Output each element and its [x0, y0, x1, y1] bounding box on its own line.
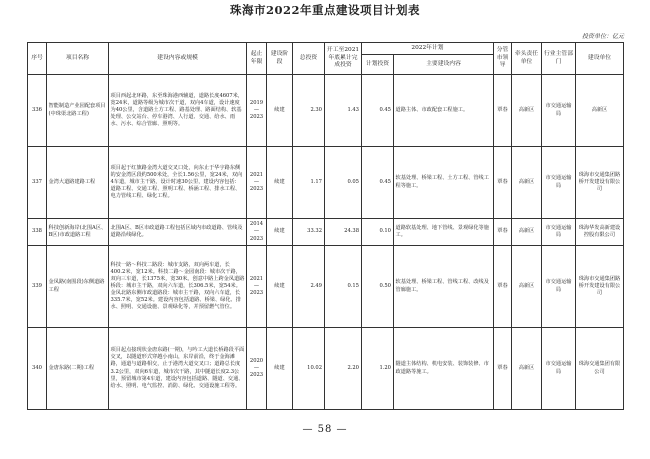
project-table [27, 42, 624, 410]
cell-seq: 340 [28, 328, 47, 410]
cell-stage: 续建 [267, 219, 293, 246]
cell-total: 10.02 [293, 328, 325, 410]
cell-builder: 珠海市交通集团路桥开发建设有限公司 [576, 147, 624, 219]
header-content: 建设内容或规模 [109, 43, 247, 75]
cell-seq: 337 [28, 147, 47, 219]
cell-name: 智能制造产业园配套项目(中珠渠北路工程) [47, 75, 109, 147]
table-row [28, 328, 624, 410]
cell-lead-unit: 高新区 [512, 75, 542, 147]
cell-lead-unit: 高新区 [512, 147, 542, 219]
cell-dept: 市交通运输局 [542, 328, 576, 410]
header-builder: 建设单位 [576, 43, 624, 75]
cell-total: 2.49 [293, 246, 325, 328]
table-row [28, 246, 624, 328]
cell-content: 项目起于红旗路金湾大道交叉口处，向东止于华宇路东侧的安金湾区段约500米处，全长1.56公里，宽24米，双向4车道，城市主干路，设计时速30公里，建设内容包括：道路工程、交通工程、照明工程、桥涵工程、排水工程、电力管线工程、绿化工程。 [109, 147, 247, 219]
cell-builder: 珠海华发高新建设控股有限公司 [576, 219, 624, 246]
cell-seq: 339 [28, 246, 47, 328]
cell-content: 项目西起北环路，东至珠海港西辅道，道路长度4607米，宽24米，道路等级为城市次干道，双向4车道，设计速度为40公里，含道路土方工程、路基处理、路面结构、软基处理、公交站台、停车港湾、人行道、交通、给水、雨水、污水、综合管廊、照明等。 [109, 75, 247, 147]
cell-content: 北围A区、B区市政道路工程包括区域内市政道路、管线及道路沿线绿化。 [109, 219, 247, 246]
cell-dept: 市交通运输局 [542, 147, 576, 219]
header-stage: 建设阶段 [267, 43, 293, 75]
cell-content: 科技一路～科技二路段：城市支路，双向两车道，长400.2米，宽12米。科技二路～金园南段：城市次干路，双向三车道，长1375米，宽30米。创意中路上跨金凤道路桥段：城市主干路，双向六车道，长306.5米，宽54米。金凤北路东侧市政道路段：城市主干路，双向六车道，长335.7米，宽52米。建设内容包括道路、桥梁、绿化、排水、照明、交通设施、景观绿化等，并预留燃气管位。 [109, 246, 247, 328]
cell-plan-invest: 0.45 [362, 147, 394, 219]
cell-builder: 高新区 [576, 75, 624, 147]
cell-dept: 市交通运输局 [542, 219, 576, 246]
cell-plan-content: 软基处理、桥梁工程、管线工程、改线及管廊施工。 [394, 246, 494, 328]
cell-seq: 338 [28, 219, 47, 246]
header-done: 开工至2021年底累计完成投资 [325, 43, 362, 75]
cell-leader: 覃春 [494, 246, 512, 328]
cell-leader: 覃春 [494, 147, 512, 219]
cell-plan-invest: 0.10 [362, 219, 394, 246]
header-name: 项目名称 [47, 43, 109, 75]
cell-years: 2019—2023 [247, 75, 267, 147]
cell-lead-unit: 高新区 [512, 246, 542, 328]
cell-total: 33.32 [293, 219, 325, 246]
header-lead-unit: 牵头责任单位 [512, 43, 542, 75]
header-years: 起止年限 [247, 43, 267, 75]
cell-seq: 336 [28, 75, 47, 147]
cell-content: 项目起点接现状金唐东路(一期)，与吟工大道长桥路段平面交叉，以隧道形式穿越小南山，东岸前沿，终于金海滩路，通道与道路相交，止于港湾大道交叉口；道路总长度3.2公里，双向6车道，城市次干路，其中隧道长度2.3公里，预留城市第4车道，建设内容包括道路、隧道、交通、给水、照明、电气监控、消防、绿化、交通设施工程等。 [109, 328, 247, 410]
cell-plan-content: 软基处理、桥梁工程、土方工程、管线工程等施工。 [394, 147, 494, 219]
cell-name: 金凤路(南围段)东侧道路工程 [47, 246, 109, 328]
cell-total: 1.17 [293, 147, 325, 219]
cell-stage: 续建 [267, 328, 293, 410]
cell-lead-unit: 高新区 [512, 328, 542, 410]
cell-name: 金唐东路(二期)工程 [47, 328, 109, 410]
table-row [28, 147, 624, 219]
cell-dept: 市交通运输局 [542, 75, 576, 147]
cell-plan-content: 隧道主体结构、机电安装、装饰装修、市政道路等施工。 [394, 328, 494, 410]
cell-leader: 覃春 [494, 75, 512, 147]
cell-stage: 续建 [267, 75, 293, 147]
page-title: 珠海市2022年重点建设项目计划表 [229, 3, 420, 17]
cell-done: 1.43 [325, 75, 362, 147]
cell-done: 2.20 [325, 328, 362, 410]
cell-stage: 续建 [267, 246, 293, 328]
cell-years: 2021—2023 [247, 147, 267, 219]
cell-plan-content: 道路软基处理、地下管线、景观绿化等施工。 [394, 219, 494, 246]
cell-plan-invest: 0.45 [362, 75, 394, 147]
cell-leader: 覃春 [494, 219, 512, 246]
header-total: 总投资 [293, 43, 325, 75]
cell-builder: 珠海市交通集团路桥开发建设有限公司 [576, 246, 624, 328]
cell-stage: 续建 [267, 147, 293, 219]
unit-label: 投资单位：亿元 [581, 33, 624, 40]
cell-plan-invest: 1.20 [362, 328, 394, 410]
cell-dept: 市交通运输局 [542, 246, 576, 328]
cell-plan-invest: 0.50 [362, 246, 394, 328]
cell-years: 2021—2023 [247, 246, 267, 328]
header-dept: 行业主管部门 [542, 43, 576, 75]
header-seq: 序号 [28, 43, 47, 75]
cell-done: 0.15 [325, 246, 362, 328]
page-number: — 58 — [302, 424, 348, 435]
cell-name: 金湾大道路建路工程 [47, 147, 109, 219]
header-plan-invest: 计划投资 [362, 55, 394, 75]
cell-lead-unit: 高新区 [512, 219, 542, 246]
cell-years: 2020—2023 [247, 328, 267, 410]
cell-leader: 覃春 [494, 328, 512, 410]
header-plan2022: 2022年计划 [362, 43, 494, 55]
cell-done: 0.05 [325, 147, 362, 219]
cell-builder: 珠海交通集团有限公司 [576, 328, 624, 410]
table-row [28, 75, 624, 147]
cell-total: 2.30 [293, 75, 325, 147]
cell-years: 2014—2023 [247, 219, 267, 246]
cell-done: 24.38 [325, 219, 362, 246]
header-plan-content: 主要建设内容 [394, 55, 494, 75]
header-leader: 分管市领导 [494, 43, 512, 75]
cell-plan-content: 道路主体、市政配套工程施工。 [394, 75, 494, 147]
cell-name: 科技创新海岸(北围A区、B区)市政道路工程 [47, 219, 109, 246]
table-row [28, 219, 624, 246]
